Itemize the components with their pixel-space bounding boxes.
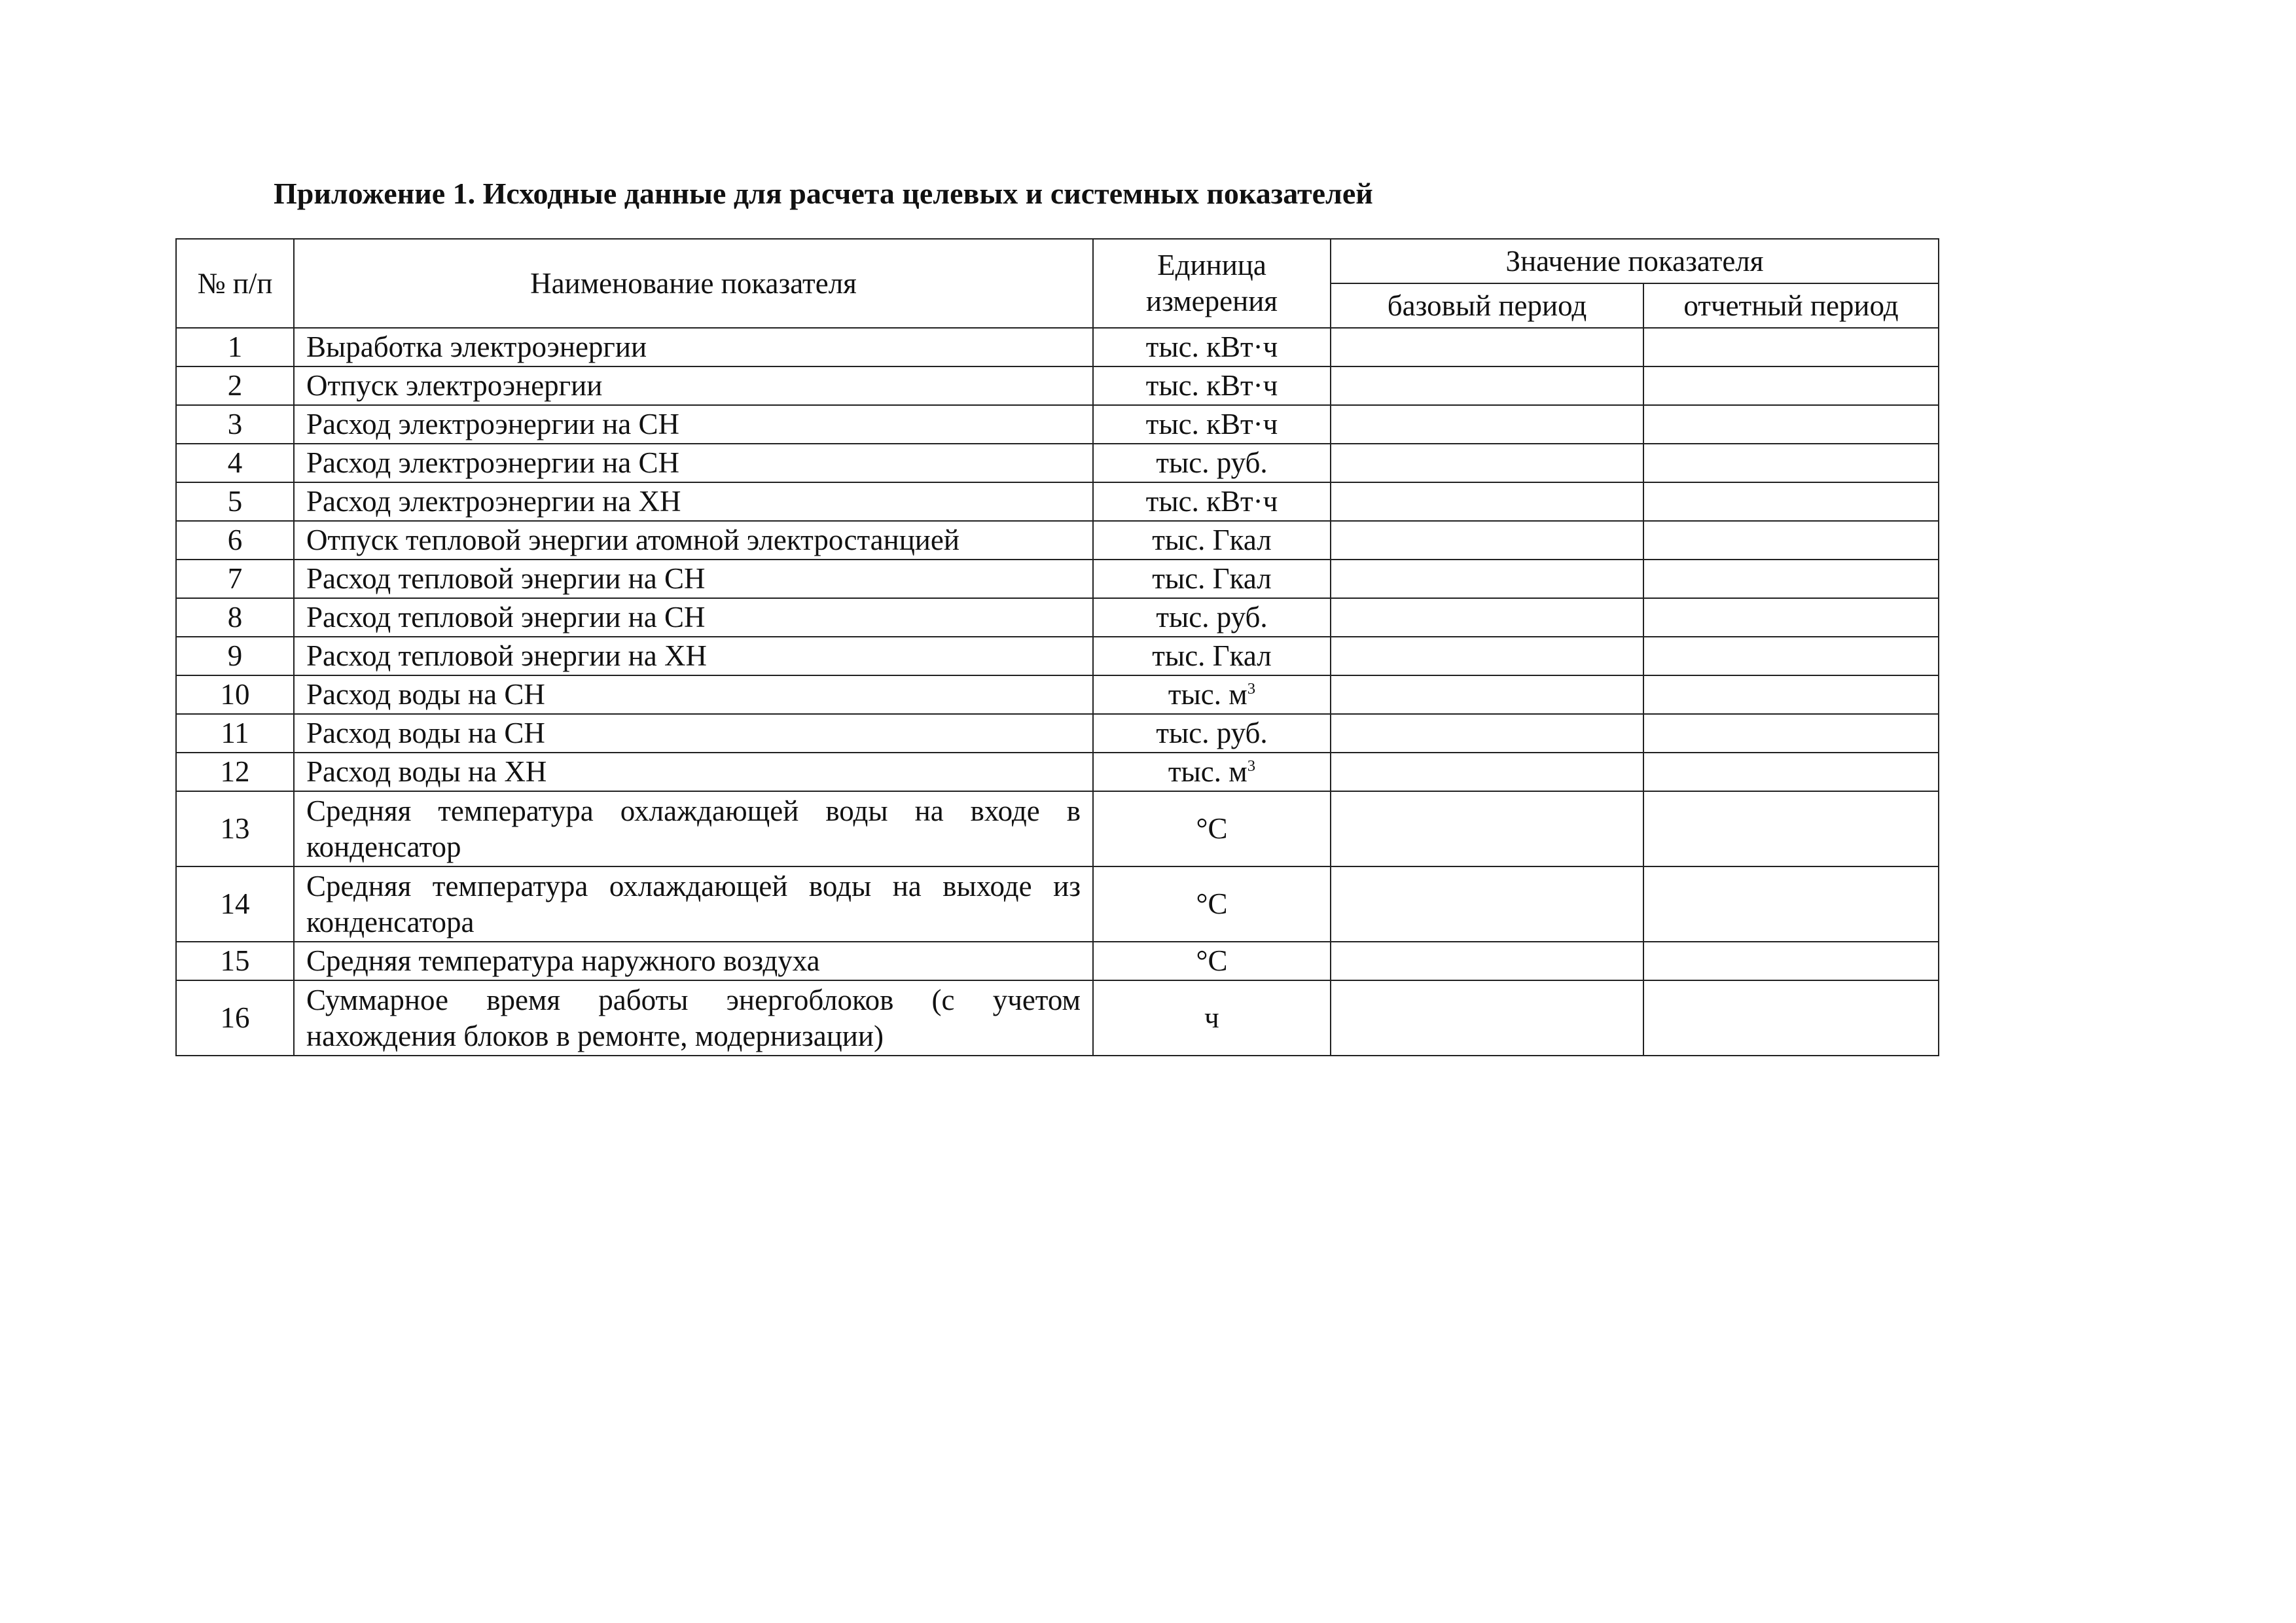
base-period-value: [1331, 942, 1643, 980]
unit-text: тыс. Гкал: [1152, 524, 1272, 557]
indicator-name: Суммарное время работы энергоблоков (с учетом нахождения блоков в ремонте, модернизации): [294, 980, 1093, 1056]
table-row: [176, 980, 1939, 1056]
unit-cell: [1093, 598, 1331, 637]
report-period-value: [1643, 714, 1939, 753]
base-period-value: [1331, 328, 1643, 366]
row-number: 1: [176, 328, 294, 366]
unit-cell: [1093, 675, 1331, 714]
indicator-name: Средняя температура охлаждающей воды на выходе из конденсатора: [294, 866, 1093, 942]
table-row: [176, 405, 1939, 444]
unit-text: °С: [1196, 812, 1228, 846]
page-title: Приложение 1. Исходные данные для расчета целевых и системных показателей: [274, 177, 1373, 210]
table-row: [176, 866, 1939, 942]
table-row: [176, 328, 1939, 366]
table-row: [176, 366, 1939, 405]
unit-text: тыс. кВт·ч: [1145, 408, 1278, 441]
table-row: [176, 560, 1939, 598]
unit-cell: [1093, 482, 1331, 521]
indicator-name: Расход тепловой энергии на ХН: [294, 637, 1093, 675]
unit-text: тыс. Гкал: [1152, 562, 1272, 596]
unit-text: тыс. руб.: [1156, 601, 1268, 634]
base-period-value: [1331, 791, 1643, 866]
unit-text: тыс. м: [1168, 755, 1247, 789]
unit-cell: [1093, 560, 1331, 598]
unit-cell: [1093, 980, 1331, 1056]
table-row: [176, 482, 1939, 521]
row-number: 5: [176, 482, 294, 521]
table-row: [176, 598, 1939, 637]
report-period-value: [1643, 366, 1939, 405]
base-period-value: [1331, 714, 1643, 753]
row-number: 9: [176, 637, 294, 675]
base-period-value: [1331, 482, 1643, 521]
base-period-value: [1331, 753, 1643, 791]
unit-text: °С: [1196, 944, 1228, 978]
unit-text: тыс. кВт·ч: [1145, 369, 1278, 402]
row-number: 8: [176, 598, 294, 637]
table-row: [176, 637, 1939, 675]
base-period-value: [1331, 598, 1643, 637]
unit-superscript: 3: [1247, 757, 1256, 776]
header-value-group: Значение показателя: [1331, 239, 1939, 283]
indicator-name: Выработка электроэнергии: [294, 328, 1093, 366]
base-period-value: [1331, 675, 1643, 714]
indicator-name: Расход тепловой энергии на СН: [294, 560, 1093, 598]
base-period-value: [1331, 521, 1643, 560]
row-number: 4: [176, 444, 294, 482]
row-number: 12: [176, 753, 294, 791]
base-period-value: [1331, 366, 1643, 405]
unit-cell: [1093, 866, 1331, 942]
header-name: Наименование показателя: [294, 239, 1093, 328]
row-number: 2: [176, 366, 294, 405]
row-number: 14: [176, 866, 294, 942]
unit-cell: [1093, 753, 1331, 791]
base-period-value: [1331, 980, 1643, 1056]
table-row: [176, 444, 1939, 482]
indicator-name: Расход тепловой энергии на СН: [294, 598, 1093, 637]
unit-text: тыс. руб.: [1156, 717, 1268, 750]
table-row: [176, 791, 1939, 866]
unit-text: ч: [1204, 1001, 1219, 1035]
unit-cell: [1093, 366, 1331, 405]
report-period-value: [1643, 405, 1939, 444]
header-unit-line2: измерения: [1145, 285, 1278, 317]
report-period-value: [1643, 444, 1939, 482]
row-number: 15: [176, 942, 294, 980]
unit-cell: [1093, 521, 1331, 560]
report-period-value: [1643, 980, 1939, 1056]
report-period-value: [1643, 675, 1939, 714]
base-period-value: [1331, 637, 1643, 675]
unit-text: тыс. руб.: [1156, 446, 1268, 480]
unit-cell: [1093, 405, 1331, 444]
indicator-name: Расход воды на СН: [294, 714, 1093, 753]
header-report-period: отчетный период: [1643, 283, 1939, 328]
indicators-table: [175, 238, 1939, 1056]
unit-cell: [1093, 328, 1331, 366]
row-number: 10: [176, 675, 294, 714]
unit-text: тыс. кВт·ч: [1145, 485, 1278, 518]
report-period-value: [1643, 598, 1939, 637]
report-period-value: [1643, 560, 1939, 598]
unit-superscript: 3: [1247, 680, 1256, 698]
base-period-value: [1331, 405, 1643, 444]
table-row: [176, 942, 1939, 980]
header-unit-line1: Единица: [1157, 249, 1266, 282]
unit-cell: [1093, 791, 1331, 866]
row-number: 11: [176, 714, 294, 753]
unit-text: °С: [1196, 887, 1228, 921]
table-row: [176, 521, 1939, 560]
base-period-value: [1331, 866, 1643, 942]
row-number: 3: [176, 405, 294, 444]
indicator-name: Отпуск тепловой энергии атомной электростанцией: [294, 521, 1093, 560]
indicator-name: Средняя температура охлаждающей воды на входе в конденсатор: [294, 791, 1093, 866]
unit-cell: [1093, 942, 1331, 980]
indicator-name: Расход воды на СН: [294, 675, 1093, 714]
report-period-value: [1643, 521, 1939, 560]
indicator-name: Отпуск электроэнергии: [294, 366, 1093, 405]
indicator-name: Расход электроэнергии на ХН: [294, 482, 1093, 521]
indicator-name: Расход электроэнергии на СН: [294, 405, 1093, 444]
report-period-value: [1643, 866, 1939, 942]
header-num: № п/п: [176, 239, 294, 328]
indicator-name: Средняя температура наружного воздуха: [294, 942, 1093, 980]
unit-cell: [1093, 714, 1331, 753]
unit-text: тыс. кВт·ч: [1145, 330, 1278, 364]
table-row: [176, 675, 1939, 714]
report-period-value: [1643, 942, 1939, 980]
table-row: [176, 753, 1939, 791]
indicator-name: Расход воды на ХН: [294, 753, 1093, 791]
unit-cell: [1093, 444, 1331, 482]
unit-text: тыс. м: [1168, 678, 1247, 711]
report-period-value: [1643, 328, 1939, 366]
base-period-value: [1331, 560, 1643, 598]
unit-cell: [1093, 637, 1331, 675]
report-period-value: [1643, 482, 1939, 521]
indicator-name: Расход электроэнергии на СН: [294, 444, 1093, 482]
table-row: [176, 714, 1939, 753]
base-period-value: [1331, 444, 1643, 482]
row-number: 13: [176, 791, 294, 866]
unit-text: тыс. Гкал: [1152, 639, 1272, 673]
report-period-value: [1643, 753, 1939, 791]
row-number: 7: [176, 560, 294, 598]
row-number: 16: [176, 980, 294, 1056]
report-period-value: [1643, 791, 1939, 866]
report-period-value: [1643, 637, 1939, 675]
header-base-period: базовый период: [1331, 283, 1643, 328]
row-number: 6: [176, 521, 294, 560]
table-body: [176, 328, 1939, 1056]
header-unit: [1093, 239, 1331, 328]
